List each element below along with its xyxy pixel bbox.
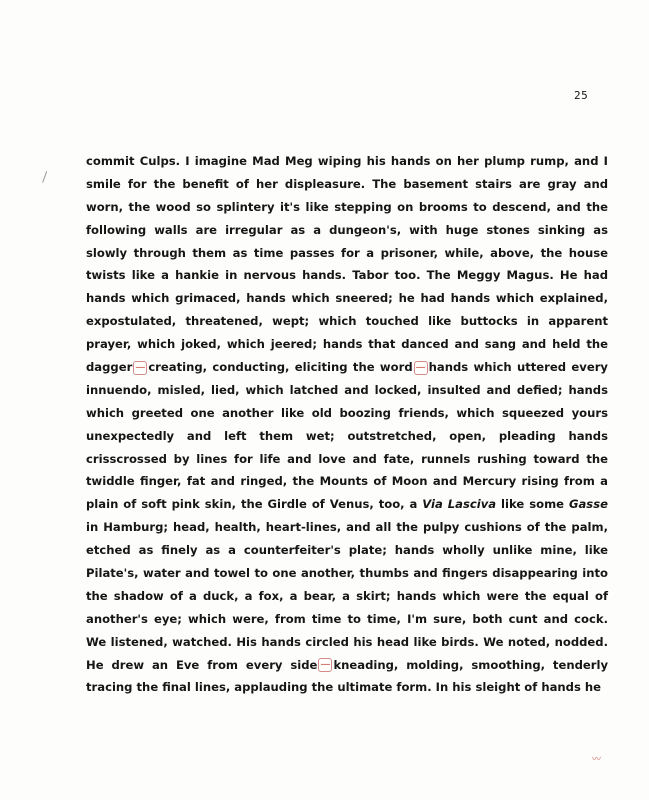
text-fragment: dagger [86,360,133,375]
dash-insert-mark: — [135,361,146,373]
text-line: twists like a hankie in nervous hands. Tabor too. The Meggy Magus. He had [86,268,608,283]
dash-insert-mark: — [320,659,331,671]
italic-phrase: Via Lasciva [422,497,497,512]
text-line: crisscrossed by lines for life and love and fate, runnels rushing toward the [86,451,608,466]
text-fragment: creating, conducting, eliciting the word [148,360,413,375]
dash-insert-mark: — [415,361,426,373]
red-ink-squiggle-icon: 〰 [592,755,602,765]
text-line: twiddle finger, fat and ringed, the Mounts of Moon and Mercury rising from a [86,474,608,489]
text-fragment: He drew an Eve from every side [86,657,318,672]
text-fragment: hands which uttered every [428,360,608,375]
italic-word: Gasse [568,497,608,512]
manuscript-body [86,150,608,699]
text-fragment: like some [496,497,569,512]
text-line: commit Culps. I imagine Mad Meg wiping his hands on her plump rump, and I [86,154,608,168]
text-fragment: kneading, molding, smoothing, tenderly [333,657,609,672]
margin-pencil-tick [42,171,53,185]
text-line-venus [86,493,608,516]
page-number: 25 [574,89,589,102]
text-line: tracing the final lines, applauding the ultimate form. In his sleight of hands he [86,680,602,695]
text-line: smile for the benefit of her displeasure. The basement stairs are gray and [86,176,608,191]
text-line: unexpectedly and left them wet; outstretched, open, pleading hands [86,428,608,443]
text-line: in Hamburg; head, health, heart-lines, and all the pulpy cushions of the palm, [86,520,608,535]
text-line-eve [86,654,608,677]
text-line: innuendo, misled, lied, which latched and locked, insulted and defied; hands [86,382,608,397]
text-line: prayer, which joked, which jeered; hands that danced and sang and held the [86,337,608,352]
text-line: worn, the wood so splintery it's like stepping on brooms to descend, and the [86,199,608,214]
text-line: following walls are irregular as a dungeon's, with huge stones sinking as [86,222,608,237]
text-line: expostulated, threatened, wept; which touched like buttocks in apparent [86,314,608,329]
text-line-dagger [86,356,608,379]
text-line: which greeted one another like old boozing friends, which squeezed yours [86,405,608,420]
text-line: slowly through them as time passes for a prisoner, while, above, the house [86,245,608,260]
text-line: etched as finely as a counterfeiter's plate; hands wholly unlike mine, like [86,543,608,558]
text-line: We listened, watched. His hands circled his head like birds. We noted, nodded. [86,634,608,649]
text-line: Pilate's, water and towel to one another, thumbs and fingers disappearing into [86,566,608,581]
text-fragment: plain of soft pink skin, the Girdle of Venus, too, a [86,497,423,512]
text-line: hands which grimaced, hands which sneered; he had hands which explained, [86,291,608,306]
text-line: the shadow of a duck, a fox, a bear, a skirt; hands which were the equal of [86,588,608,603]
text-line: another's eye; which were, from time to time, I'm sure, both cunt and cock. [86,611,608,626]
